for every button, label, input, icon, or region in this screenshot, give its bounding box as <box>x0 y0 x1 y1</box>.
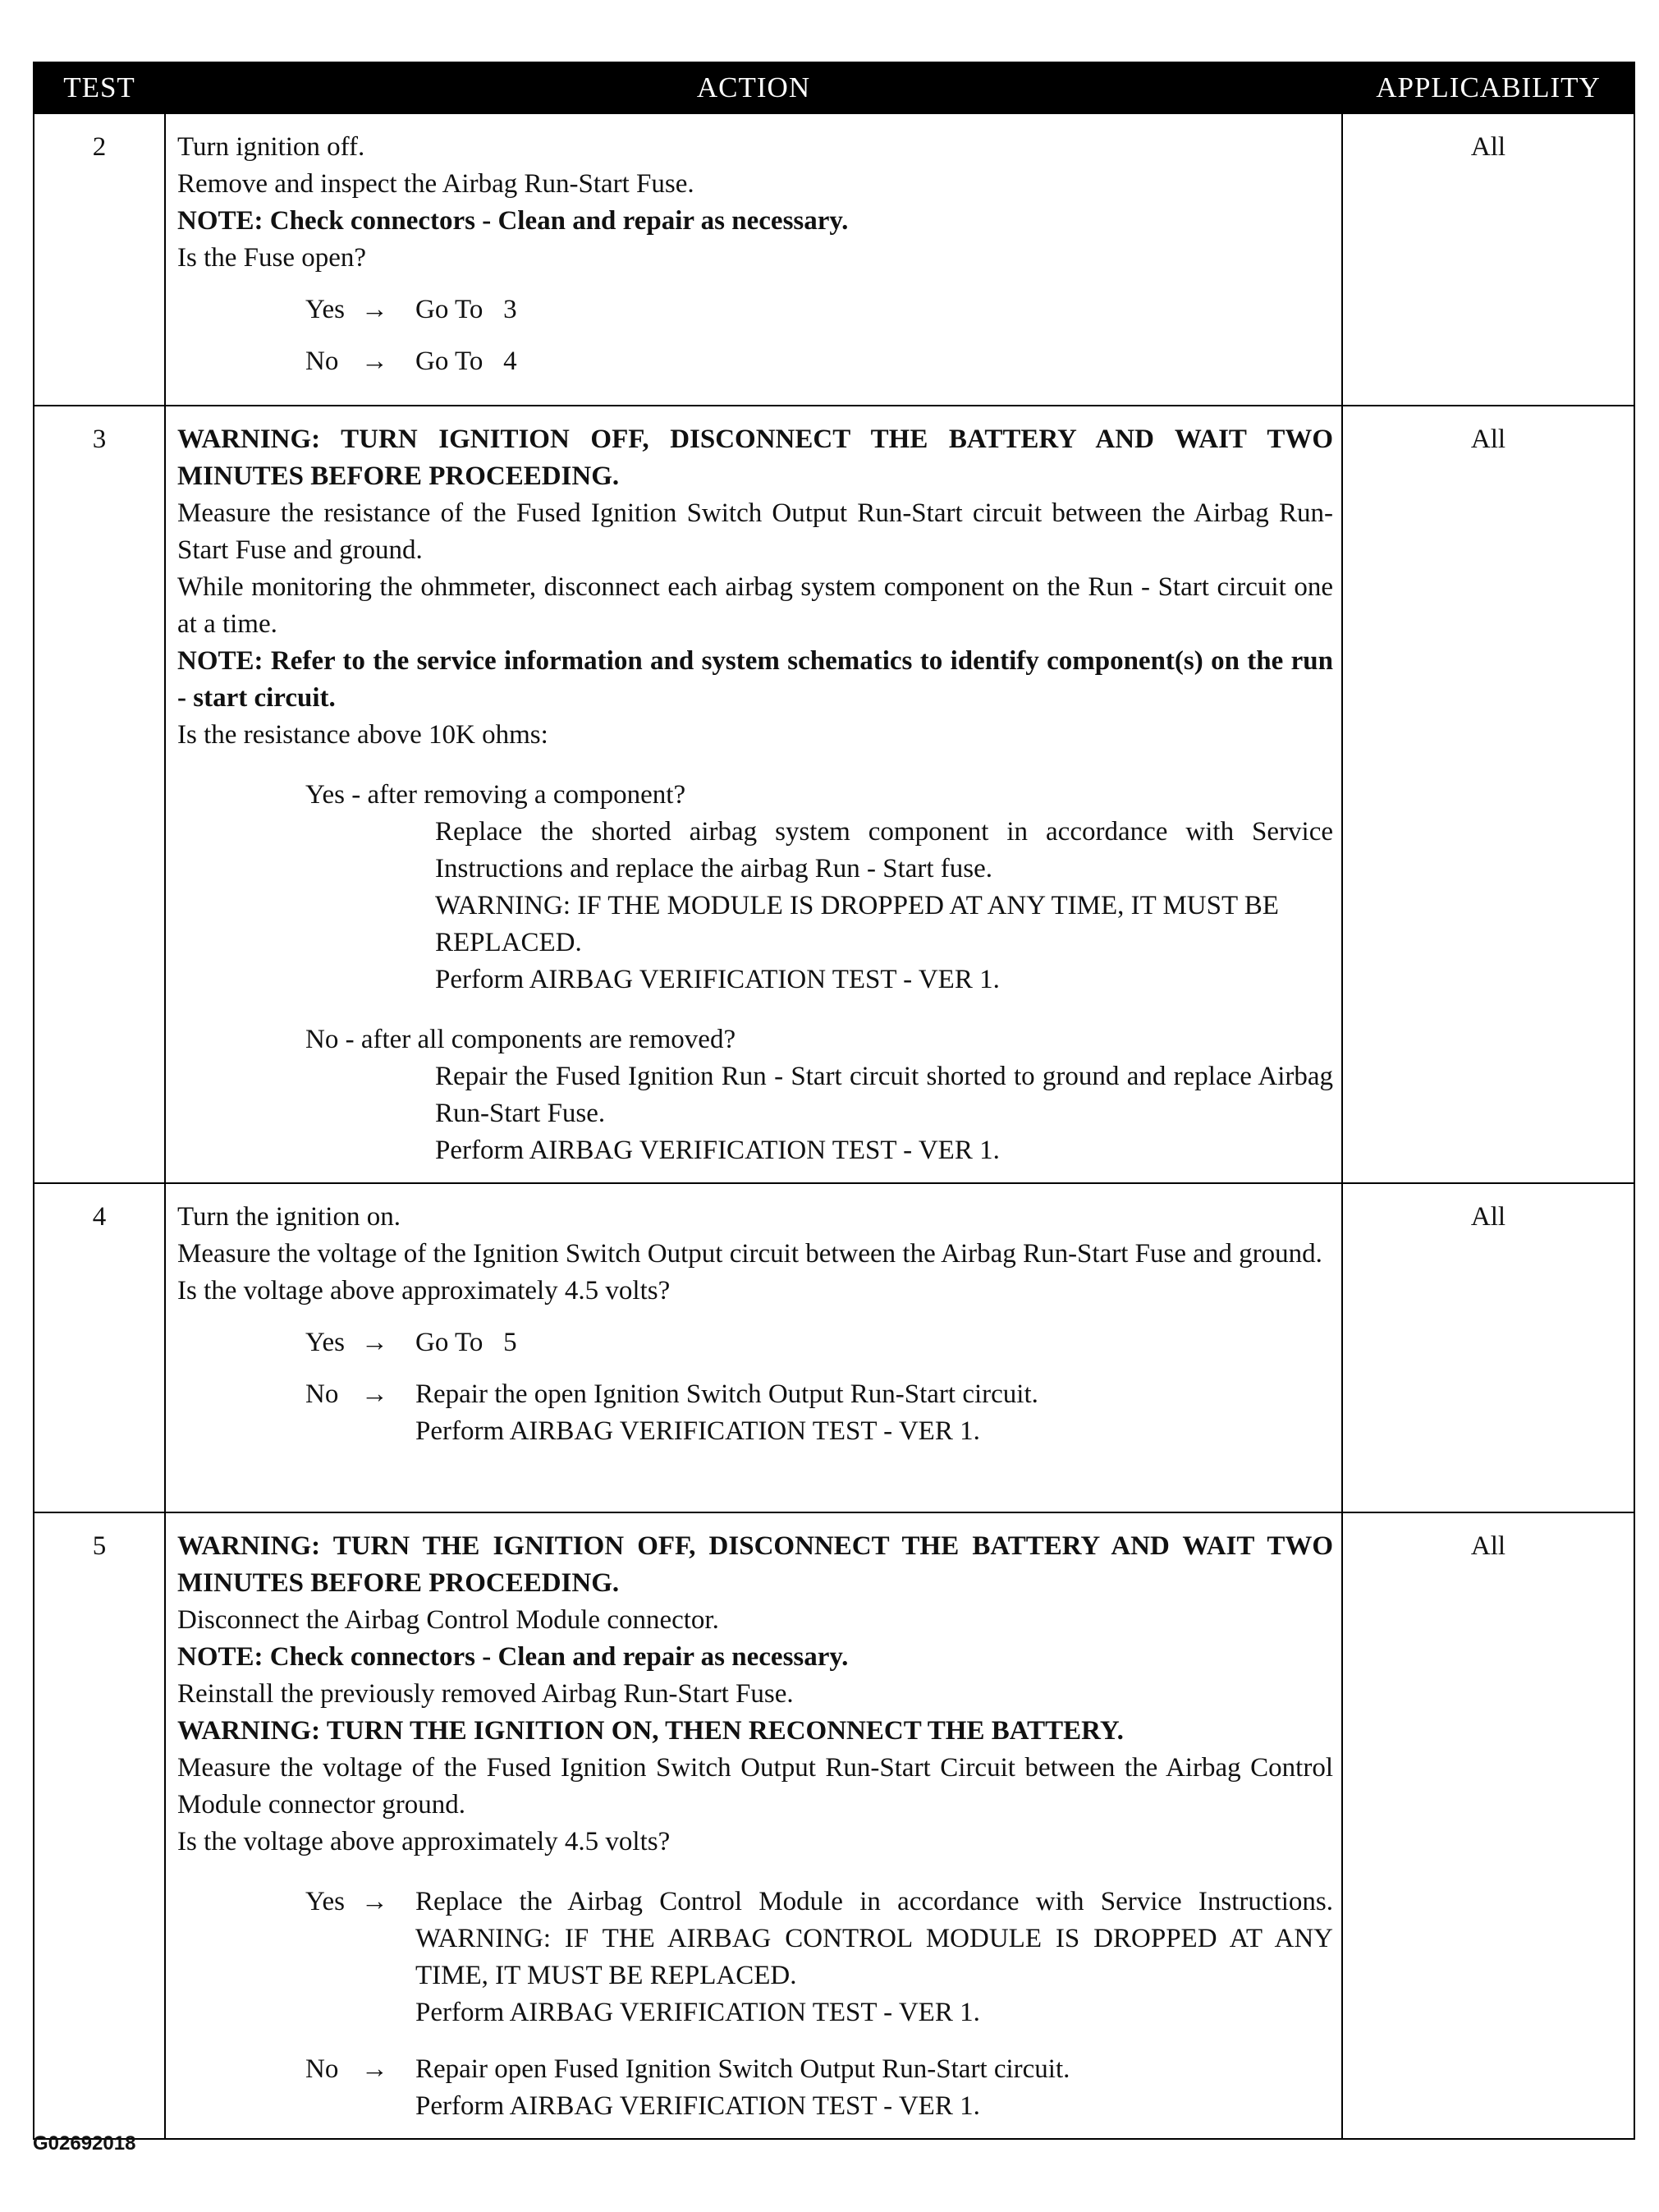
question-text: Is the Fuse open? <box>177 243 367 273</box>
test-number: 4 <box>34 1183 165 1512</box>
yes-label: Yes <box>305 1887 346 1916</box>
question-text: Is the voltage above approximately 4.5 volts? <box>177 1276 671 1306</box>
no-option <box>305 343 1333 380</box>
action-text: Measure the resistance of the Fused Ignition Switch Output Run-Start circuit between the Airbag Run-Start Fuse and ground. <box>177 498 1333 565</box>
header-action: ACTION <box>165 62 1342 113</box>
table-header-row <box>34 62 1634 113</box>
yes-instructions <box>435 814 1333 998</box>
action-cell <box>165 113 1342 406</box>
instruction-text: Perform AIRBAG VERIFICATION TEST - VER 1. <box>415 2091 980 2121</box>
arrow-right-icon: → <box>361 295 388 324</box>
no-label: No <box>305 2054 339 2084</box>
table-row <box>34 1512 1634 2139</box>
question-text: Is the voltage above approximately 4.5 volts? <box>177 1827 671 1856</box>
no-response <box>305 1021 1333 1169</box>
action-text: Turn the ignition on. <box>177 1202 401 1232</box>
test-number: 5 <box>34 1512 165 2139</box>
no-instructions <box>435 1058 1333 1169</box>
action-cell <box>165 406 1342 1183</box>
instruction-text: Repair open Fused Ignition Switch Output Run-Start circuit. <box>415 2054 1070 2084</box>
arrow-right-icon: → <box>361 346 388 376</box>
warning-text: WARNING: TURN IGNITION OFF, DISCONNECT THE BATTERY AND WAIT TWO MINUTES BEFORE PROCEEDING. <box>177 425 1333 491</box>
warning-text: WARNING: TURN THE IGNITION OFF, DISCONNECT THE BATTERY AND WAIT TWO MINUTES BEFORE PROCEEDING. <box>177 1531 1333 1598</box>
instruction-text: Perform AIRBAG VERIFICATION TEST - VER 1. <box>435 965 1000 994</box>
table-row <box>34 1183 1634 1512</box>
note-text: NOTE: Check connectors - Clean and repair as necessary. <box>177 1642 849 1672</box>
yes-label: Yes <box>305 1328 346 1357</box>
instruction-text: Perform AIRBAG VERIFICATION TEST - VER 1. <box>415 1998 980 2027</box>
no-label: No <box>305 1379 339 1409</box>
test-number: 3 <box>34 406 165 1183</box>
yes-result <box>415 1884 1333 2031</box>
arrow-right-icon: → <box>361 1887 388 1916</box>
table-row <box>34 113 1634 406</box>
yes-response <box>305 777 1333 998</box>
yes-label: Yes <box>305 295 346 324</box>
note-text: NOTE: Refer to the service information and system schematics to identify component(s) on the run - start circuit. <box>177 646 1333 713</box>
no-result <box>415 1376 1333 1450</box>
action-text: Disconnect the Airbag Control Module connector. <box>177 1605 719 1635</box>
warning-text: WARNING: TURN THE IGNITION ON, THEN RECONNECT THE BATTERY. <box>177 1716 1124 1746</box>
applicability-value: All <box>1342 406 1634 1183</box>
instruction-text: Repair the open Ignition Switch Output Run-Start circuit. <box>415 1379 1038 1409</box>
applicability-value: All <box>1342 1183 1634 1512</box>
yes-option <box>305 1324 1333 1361</box>
yes-option <box>305 1884 1333 2031</box>
no-result <box>415 2051 1333 2125</box>
action-cell <box>165 1512 1342 2139</box>
note-text: NOTE: Check connectors - Clean and repair as necessary. <box>177 206 849 236</box>
action-cell <box>165 1183 1342 1512</box>
yes-question: Yes - after removing a component? <box>305 780 686 810</box>
action-text: Remove and inspect the Airbag Run-Start Fuse. <box>177 169 694 199</box>
no-result: Go To 4 <box>415 346 517 376</box>
action-text: While monitoring the ohmmeter, disconnect each airbag system component on the Run - Start circuit one at a time. <box>177 572 1333 639</box>
action-text: Measure the voltage of the Ignition Switch Output circuit between the Airbag Run-Start Fuse and ground. <box>177 1239 1322 1269</box>
header-applicability: APPLICABILITY <box>1342 62 1634 113</box>
test-number: 2 <box>34 113 165 406</box>
no-option <box>305 2051 1333 2125</box>
action-text: Reinstall the previously removed Airbag Run-Start Fuse. <box>177 1679 794 1709</box>
diagnostic-table <box>33 62 1635 2140</box>
no-label: No <box>305 346 339 376</box>
action-text: Measure the voltage of the Fused Ignition Switch Output Run-Start Circuit between the Airbag Control Module connector ground. <box>177 1753 1333 1820</box>
yes-result: Go To 3 <box>415 295 517 324</box>
no-question: No - after all components are removed? <box>305 1025 736 1054</box>
applicability-value: All <box>1342 113 1634 406</box>
no-option <box>305 1376 1333 1450</box>
header-test: TEST <box>34 62 165 113</box>
arrow-right-icon: → <box>361 2054 388 2084</box>
action-text: Turn ignition off. <box>177 132 365 162</box>
instruction-text: WARNING: IF THE MODULE IS DROPPED AT ANY TIME, IT MUST BE REPLACED. <box>435 891 1279 957</box>
instruction-text: Repair the Fused Ignition Run - Start circuit shorted to ground and replace Airbag Run-Start Fuse. <box>435 1062 1333 1128</box>
table-row <box>34 406 1634 1183</box>
figure-id: G02692018 <box>33 2132 136 2155</box>
instruction-text: Perform AIRBAG VERIFICATION TEST - VER 1. <box>435 1136 1000 1165</box>
instruction-text: Replace the shorted airbag system component in accordance with Service Instructions and replace the airbag Run - Start fuse. <box>435 817 1333 883</box>
yes-option <box>305 291 1333 328</box>
instruction-text: Perform AIRBAG VERIFICATION TEST - VER 1. <box>415 1416 980 1446</box>
procedure-page <box>33 62 1634 2140</box>
instruction-text: Replace the Airbag Control Module in accordance with Service Instructions. WARNING: IF THE AIRBAG CONTROL MODULE IS DROPPED AT ANY TIME, IT MUST BE REPLACED. <box>415 1887 1333 1990</box>
arrow-right-icon: → <box>361 1328 388 1357</box>
yes-result: Go To 5 <box>415 1328 517 1357</box>
arrow-right-icon: → <box>361 1379 388 1409</box>
question-text: Is the resistance above 10K ohms: <box>177 720 548 750</box>
applicability-value: All <box>1342 1512 1634 2139</box>
